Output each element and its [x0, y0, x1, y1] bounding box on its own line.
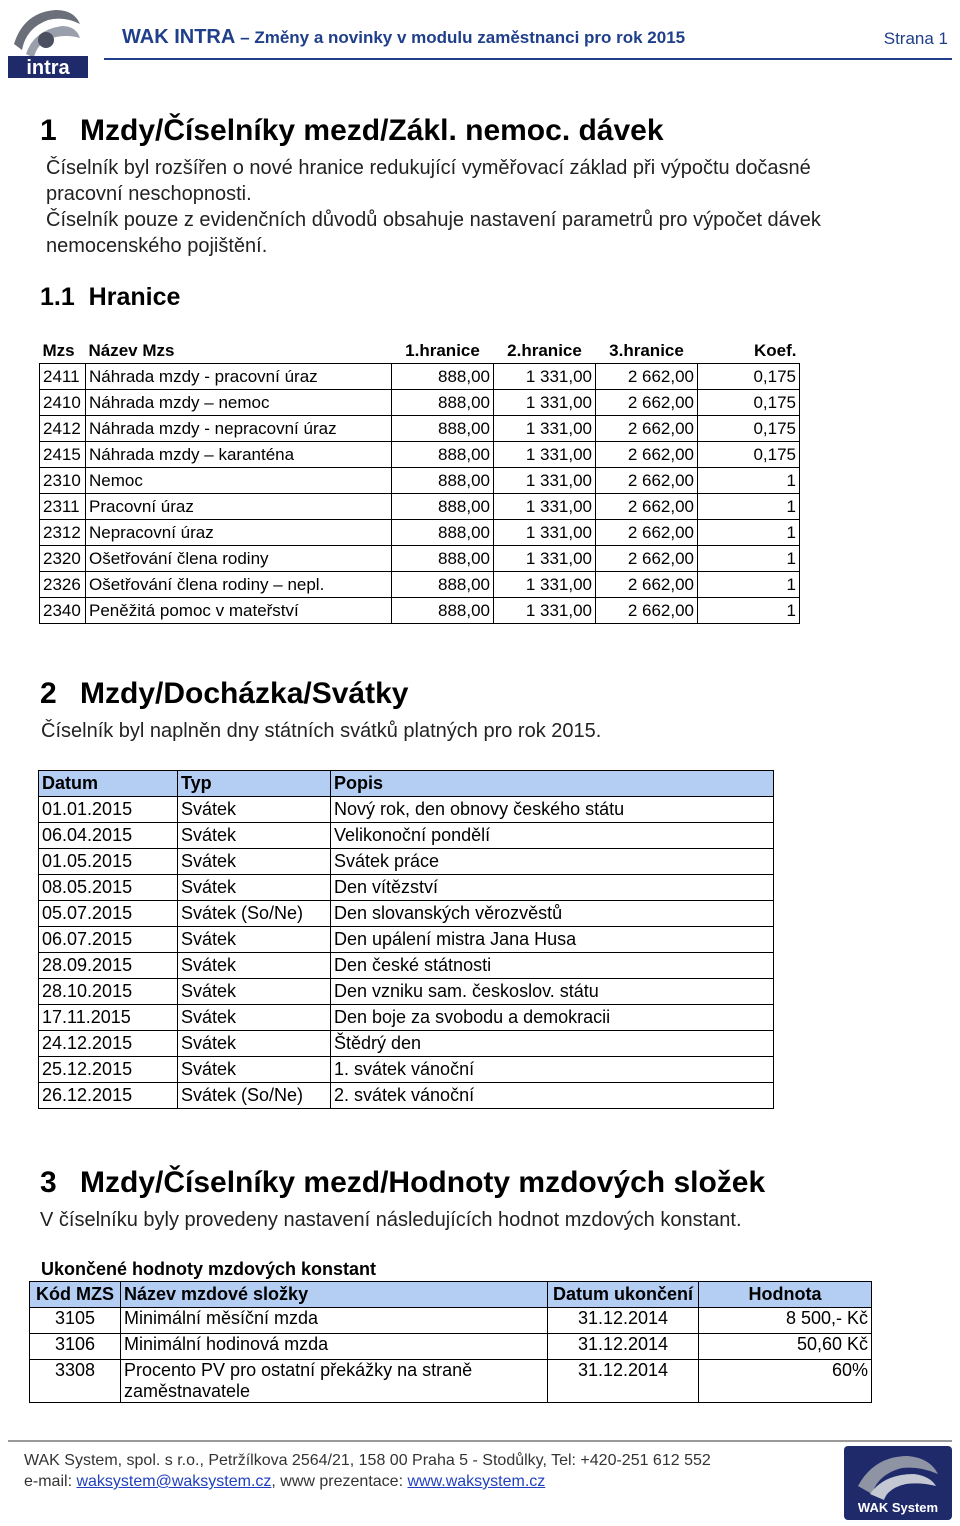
- table-cell: 2 662,00: [596, 390, 698, 416]
- table-cell: 1 331,00: [494, 520, 596, 546]
- table-cell: 1. svátek vánoční: [331, 1057, 774, 1083]
- table-cell: 888,00: [392, 390, 494, 416]
- section-1-title: Mzdy/Číselníky mezd/Zákl. nemoc. dávek: [80, 114, 664, 147]
- section-2-heading: [40, 677, 408, 711]
- table-cell: Svátek: [178, 1005, 331, 1031]
- table-cell: 1 331,00: [494, 468, 596, 494]
- section-1-heading: [40, 114, 664, 148]
- col-header-nazev-slozky: Název mzdové složky: [121, 1282, 548, 1308]
- table-cell: 1: [698, 520, 800, 546]
- page-number: Strana 1: [883, 29, 948, 48]
- col-header-mzs: Mzs: [42, 340, 75, 360]
- table-cell: Svátek (So/Ne): [178, 1083, 331, 1109]
- table-cell: 3106: [30, 1334, 121, 1360]
- header-divider: [104, 58, 952, 60]
- table-cell: Svátek: [178, 927, 331, 953]
- table-cell: Velikonoční pondělí: [331, 823, 774, 849]
- col-header-datum-ukonceni: Datum ukončení: [548, 1282, 699, 1308]
- table-cell: Náhrada mzdy - pracovní úraz: [86, 364, 392, 390]
- section-2-para: Číselník byl naplněn dny státních svátků platných pro rok 2015.: [41, 720, 602, 742]
- table-cell: 2415: [40, 442, 86, 468]
- table-cell: 08.05.2015: [39, 875, 178, 901]
- document-header-title: [122, 26, 685, 49]
- table-cell: Den vítězství: [331, 875, 774, 901]
- table-cell: Svátek: [178, 875, 331, 901]
- table-cell: 05.07.2015: [39, 901, 178, 927]
- col-header-hodnota: Hodnota: [699, 1282, 872, 1308]
- table-cell: Svátek: [178, 953, 331, 979]
- hranice-row: [40, 598, 800, 624]
- table-cell: 1: [698, 572, 800, 598]
- table-cell: Svátek (So/Ne): [178, 901, 331, 927]
- table-cell: 2 662,00: [596, 520, 698, 546]
- table-cell: 06.04.2015: [39, 823, 178, 849]
- table-cell: 888,00: [392, 442, 494, 468]
- table-cell: 888,00: [392, 520, 494, 546]
- footer-address: WAK System, spol. s r.o., Petržílkova 2564/21, 158 00 Praha 5 - Stodůlky, Tel: +420-251 612 552: [24, 1452, 711, 1469]
- hranice-row: [40, 494, 800, 520]
- table-cell: 0,175: [698, 364, 800, 390]
- svatek-row: [39, 875, 774, 901]
- table-cell: 2 662,00: [596, 468, 698, 494]
- table-cell: Den upálení mistra Jana Husa: [331, 927, 774, 953]
- table-cell: Svátek práce: [331, 849, 774, 875]
- svatek-row: [39, 901, 774, 927]
- table-cell: 2411: [40, 364, 86, 390]
- table-cell: Svátek: [178, 797, 331, 823]
- table-cell: Ošetřování člena rodiny: [86, 546, 392, 572]
- table-cell: Svátek: [178, 823, 331, 849]
- svatek-row: [39, 1083, 774, 1109]
- table-cell: 2412: [40, 416, 86, 442]
- table-cell: 2320: [40, 546, 86, 572]
- table-caption: Ukončené hodnoty mzdových konstant: [41, 1259, 377, 1279]
- section-1-para-1: Číselník byl rozšířen o nové hranice redukující vyměřovací základ při výpočtu dočasné pracovní neschopnosti.: [46, 157, 811, 205]
- web-label: , www prezentace:: [271, 1473, 404, 1490]
- table-cell: 1 331,00: [494, 364, 596, 390]
- table-cell: Den boje za svobodu a demokracii: [331, 1005, 774, 1031]
- subsection-1-1-heading: [40, 283, 180, 312]
- table-cell: 28.09.2015: [39, 953, 178, 979]
- subsection-number: 1.1: [40, 283, 75, 311]
- konstanta-row: [30, 1334, 872, 1360]
- table-cell: 1 331,00: [494, 390, 596, 416]
- hranice-row: [40, 364, 800, 390]
- email-link[interactable]: waksystem@waksystem.cz: [76, 1473, 272, 1490]
- table-cell: 28.10.2015: [39, 979, 178, 1005]
- table-cell: 1 331,00: [494, 416, 596, 442]
- footer-divider: [8, 1440, 952, 1442]
- table-cell: 2410: [40, 390, 86, 416]
- table-cell: 1 331,00: [494, 442, 596, 468]
- table-cell: 2 662,00: [596, 572, 698, 598]
- table-cell: 2311: [40, 494, 86, 520]
- header-subtitle: – Změny a novinky v modulu zaměstnanci pro rok 2015: [240, 28, 686, 47]
- table-cell: 31.12.2014: [548, 1334, 699, 1360]
- col-header-typ: Typ: [178, 771, 331, 797]
- col-header-koef: Koef.: [754, 340, 797, 360]
- table-cell: 01.05.2015: [39, 849, 178, 875]
- svatek-row: [39, 1031, 774, 1057]
- table-cell: Den české státnosti: [331, 953, 774, 979]
- wak-system-logo: [844, 1446, 952, 1520]
- hranice-table: [39, 338, 800, 624]
- table-cell: 888,00: [392, 468, 494, 494]
- table-cell: Nemoc: [86, 468, 392, 494]
- table-cell: Svátek: [178, 979, 331, 1005]
- table-cell: 888,00: [392, 598, 494, 624]
- table-cell: 2340: [40, 598, 86, 624]
- hranice-row: [40, 442, 800, 468]
- section-3-heading: [40, 1166, 765, 1200]
- table-cell: Svátek: [178, 1031, 331, 1057]
- website-link[interactable]: www.waksystem.cz: [407, 1473, 546, 1490]
- col-header-datum: Datum: [39, 771, 178, 797]
- footer-contacts: [24, 1473, 545, 1491]
- table-cell: Náhrada mzdy - nepracovní úraz: [86, 416, 392, 442]
- section-2-number: 2: [40, 677, 57, 710]
- header-app-name: WAK INTRA: [122, 26, 235, 48]
- table-cell: 3105: [30, 1308, 121, 1334]
- table-cell: Minimální měsíční mzda: [121, 1308, 548, 1334]
- hranice-row: [40, 390, 800, 416]
- table-cell: 0,175: [698, 390, 800, 416]
- table-cell: 2 662,00: [596, 494, 698, 520]
- table-cell: 50,60 Kč: [699, 1334, 872, 1360]
- table-cell: 2 662,00: [596, 546, 698, 572]
- svatek-row: [39, 797, 774, 823]
- section-3-title: Mzdy/Číselníky mezd/Hodnoty mzdových složek: [80, 1166, 766, 1199]
- table-cell: Náhrada mzdy – karanténa: [86, 442, 392, 468]
- section-3-para: V číselníku byly provedeny nastavení následujících hodnot mzdových konstant.: [40, 1209, 742, 1231]
- table-cell: 888,00: [392, 546, 494, 572]
- table-cell: 1 331,00: [494, 494, 596, 520]
- hranice-row: [40, 546, 800, 572]
- table-cell: Štědrý den: [331, 1031, 774, 1057]
- table-cell: Den vzniku sam. českoslov. státu: [331, 979, 774, 1005]
- table-cell: 2. svátek vánoční: [331, 1083, 774, 1109]
- table-cell: Minimální hodinová mzda: [121, 1334, 548, 1360]
- table-cell: 2 662,00: [596, 416, 698, 442]
- svatky-table: [38, 770, 774, 1109]
- section-2-title: Mzdy/Docházka/Svátky: [80, 677, 409, 710]
- table-cell: 2 662,00: [596, 442, 698, 468]
- table-cell: Peněžitá pomoc v mateřství: [86, 598, 392, 624]
- table-cell: 0,175: [698, 442, 800, 468]
- table-cell: 2 662,00: [596, 364, 698, 390]
- svatek-row: [39, 849, 774, 875]
- table-cell: 1: [698, 546, 800, 572]
- svatek-row: [39, 979, 774, 1005]
- section-3-number: 3: [40, 1166, 57, 1199]
- table-cell: 31.12.2014: [548, 1308, 699, 1334]
- section-1-para-2: Číselník pouze z evidenčních důvodů obsahuje nastavení parametrů pro výpočet dávek nemocenského pojištění.: [46, 209, 821, 257]
- hranice-row: [40, 572, 800, 598]
- table-cell: Nový rok, den obnovy českého státu: [331, 797, 774, 823]
- col-header-hranice-2: 2.hranice: [507, 340, 582, 360]
- table-cell: 24.12.2015: [39, 1031, 178, 1057]
- table-cell: 06.07.2015: [39, 927, 178, 953]
- table-cell: 1: [698, 598, 800, 624]
- table-cell: 60%: [699, 1360, 872, 1403]
- table-cell: 2326: [40, 572, 86, 598]
- table-cell: 888,00: [392, 572, 494, 598]
- table-cell: 25.12.2015: [39, 1057, 178, 1083]
- table-cell: Svátek: [178, 849, 331, 875]
- wak-intra-logo: [4, 4, 90, 80]
- konstanta-row: [30, 1308, 872, 1334]
- col-header-nazev: Název Mzs: [88, 340, 175, 360]
- table-cell: 31.12.2014: [548, 1360, 699, 1403]
- table-cell: 2 662,00: [596, 598, 698, 624]
- section-1-number: 1: [40, 114, 57, 147]
- table-cell: Svátek: [178, 1057, 331, 1083]
- table-cell: 1: [698, 468, 800, 494]
- col-header-kod: Kód MZS: [30, 1282, 121, 1308]
- col-header-hranice-1: 1.hranice: [405, 340, 480, 360]
- subsection-title: Hranice: [88, 283, 181, 311]
- svatek-row: [39, 927, 774, 953]
- table-cell: 1 331,00: [494, 598, 596, 624]
- table-cell: Náhrada mzdy – nemoc: [86, 390, 392, 416]
- footer-logo-text: WAK System: [857, 1500, 939, 1515]
- email-label: e-mail:: [24, 1473, 73, 1490]
- table-cell: 26.12.2015: [39, 1083, 178, 1109]
- konstanta-row: [30, 1360, 872, 1403]
- table-cell: 888,00: [392, 494, 494, 520]
- svatek-row: [39, 823, 774, 849]
- table-cell: 888,00: [392, 416, 494, 442]
- svatek-row: [39, 953, 774, 979]
- svatek-row: [39, 1057, 774, 1083]
- table-cell: Pracovní úraz: [86, 494, 392, 520]
- logo-text: intra: [26, 57, 70, 79]
- table-cell: 2312: [40, 520, 86, 546]
- svatek-row: [39, 1005, 774, 1031]
- hranice-row: [40, 416, 800, 442]
- table-cell: 888,00: [392, 364, 494, 390]
- table-cell: 1 331,00: [494, 572, 596, 598]
- col-header-popis: Popis: [331, 771, 774, 797]
- table-cell: Den slovanských věrozvěstů: [331, 901, 774, 927]
- table-cell: 3308: [30, 1360, 121, 1403]
- table-cell: 17.11.2015: [39, 1005, 178, 1031]
- table-cell: 0,175: [698, 416, 800, 442]
- mzdove-konstanty-table: [29, 1281, 872, 1403]
- hranice-row: [40, 468, 800, 494]
- table-cell: 01.01.2015: [39, 797, 178, 823]
- hranice-row: [40, 520, 800, 546]
- table-cell: 1 331,00: [494, 546, 596, 572]
- table-cell: Nepracovní úraz: [86, 520, 392, 546]
- table-cell: 8 500,- Kč: [699, 1308, 872, 1334]
- table-cell: 1: [698, 494, 800, 520]
- table-cell: 2310: [40, 468, 86, 494]
- col-header-hranice-3: 3.hranice: [609, 340, 684, 360]
- table-cell: Procento PV pro ostatní překážky na straně zaměstnavatele: [121, 1360, 548, 1403]
- table-cell: Ošetřování člena rodiny – nepl.: [86, 572, 392, 598]
